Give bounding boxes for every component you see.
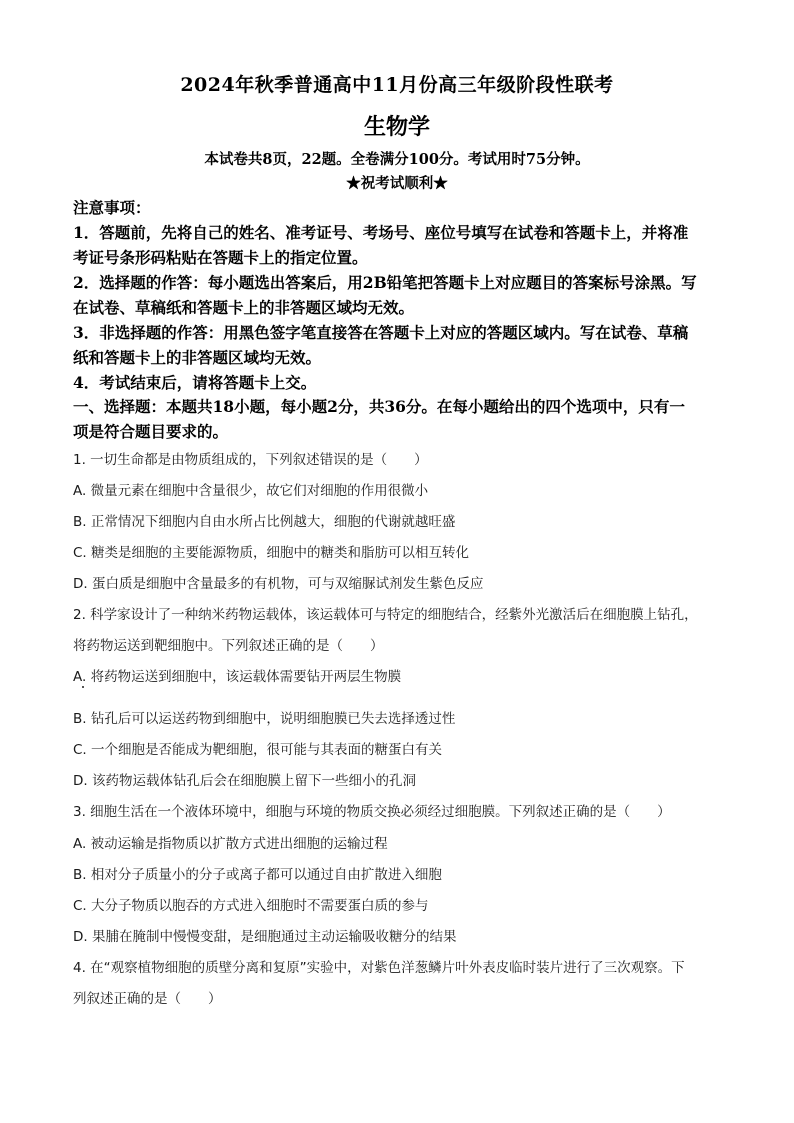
question-stem: 1. 一切生命都是由物质组成的，下列叙述错误的是（ ） [73, 452, 428, 468]
answer-option: D. 蛋白质是细胞中含量最多的有机物，可与双缩脲试剂发生紫色反应 [73, 576, 484, 592]
question-stem: 2. 科学家设计了一种纳米药物运载体，该运载体可与特定的细胞结合，经紫外光激活后在细胞膜上钻孔， [73, 607, 698, 623]
question-stem: 3. 细胞生活在一个液体环境中，细胞与环境的物质交换必须经过细胞膜。下列叙述正确的是（ ） [73, 804, 671, 820]
subject-title: 生物学 [363, 114, 430, 140]
notice-heading: 注意事项： [73, 198, 151, 217]
question-stem: 4. 在“观察植物细胞的质壁分离和复原”实验中，对紫色洋葱鳞片叶外表皮临时装片进行了三次观察。下 [73, 960, 685, 976]
answer-option: A. 被动运输是指物质以扩散方式进出细胞的运输过程 [73, 836, 388, 852]
blessing-line: ★祝考试顺利★ [346, 175, 448, 192]
answer-option: D. 果脯在腌制中慢慢变甜，是细胞通过主动运输吸收糖分的结果 [73, 929, 457, 945]
notice-line: 4．考试结束后，请将答题卡上交。 [73, 373, 317, 392]
answer-option: B. 相对分子质量小的分子或离子都可以通过自由扩散进入细胞 [73, 867, 442, 883]
answer-option: C. 大分子物质以胞吞的方式进入细胞时不需要蛋白质的参与 [73, 898, 429, 914]
notice-line: 在试卷、草稿纸和答题卡上的非答题区域均无效。 [73, 298, 415, 317]
question-stem: 将药物运送到靶细胞中。下列叙述正确的是（ ） [73, 638, 384, 654]
notice-line: 纸和答题卡上的非答题区域均无效。 [73, 348, 322, 367]
notice-line: 3．非选择题的作答：用黑色签字笔直接答在答题卡上对应的答题区域内。写在试卷、草稿 [73, 323, 689, 342]
answer-option: C. 糖类是细胞的主要能源物质，细胞中的糖类和脂肪可以相互转化 [73, 545, 470, 561]
section-heading: 一、选择题：本题共18小题，每小题2分，共36分。在每小题给出的四个选项中，只有一 [73, 397, 685, 416]
notice-line: 考证号条形码粘贴在答题卡上的指定位置。 [73, 248, 368, 267]
exam-title: 2024年秋季普通高中11月份高三年级阶段性联考 [180, 74, 614, 96]
section-heading: 项是符合题目要求的。 [73, 422, 229, 441]
answer-option: B. 钻孔后可以运送药物到细胞中，说明细胞膜已失去选择透过性 [73, 711, 456, 727]
notice-line: 2．选择题的作答：每小题选出答案后，用2B铅笔把答题卡上对应题目的答案标号涂黑。写 [73, 273, 697, 292]
exam-info: 本试卷共8页，22题。全卷满分100分。考试用时75分钟。 [204, 151, 590, 168]
stray-dot [82, 686, 84, 688]
answer-option: A. 微量元素在细胞中含量很少，故它们对细胞的作用很微小 [73, 483, 429, 499]
answer-option: A. 将药物运送到细胞中，该运载体需要钻开两层生物膜 [73, 669, 402, 685]
answer-option: C. 一个细胞是否能成为靶细胞，很可能与其表面的糖蛋白有关 [73, 742, 443, 758]
notice-line: 1．答题前，先将自己的姓名、准考证号、考场号、座位号填写在试卷和答题卡上，并将准 [73, 223, 689, 242]
answer-option: D. 该药物运载体钻孔后会在细胞膜上留下一些细小的孔洞 [73, 773, 416, 789]
question-stem: 列叙述正确的是（ ） [73, 991, 222, 1007]
answer-option: B. 正常情况下细胞内自由水所占比例越大，细胞的代谢就越旺盛 [73, 514, 456, 530]
